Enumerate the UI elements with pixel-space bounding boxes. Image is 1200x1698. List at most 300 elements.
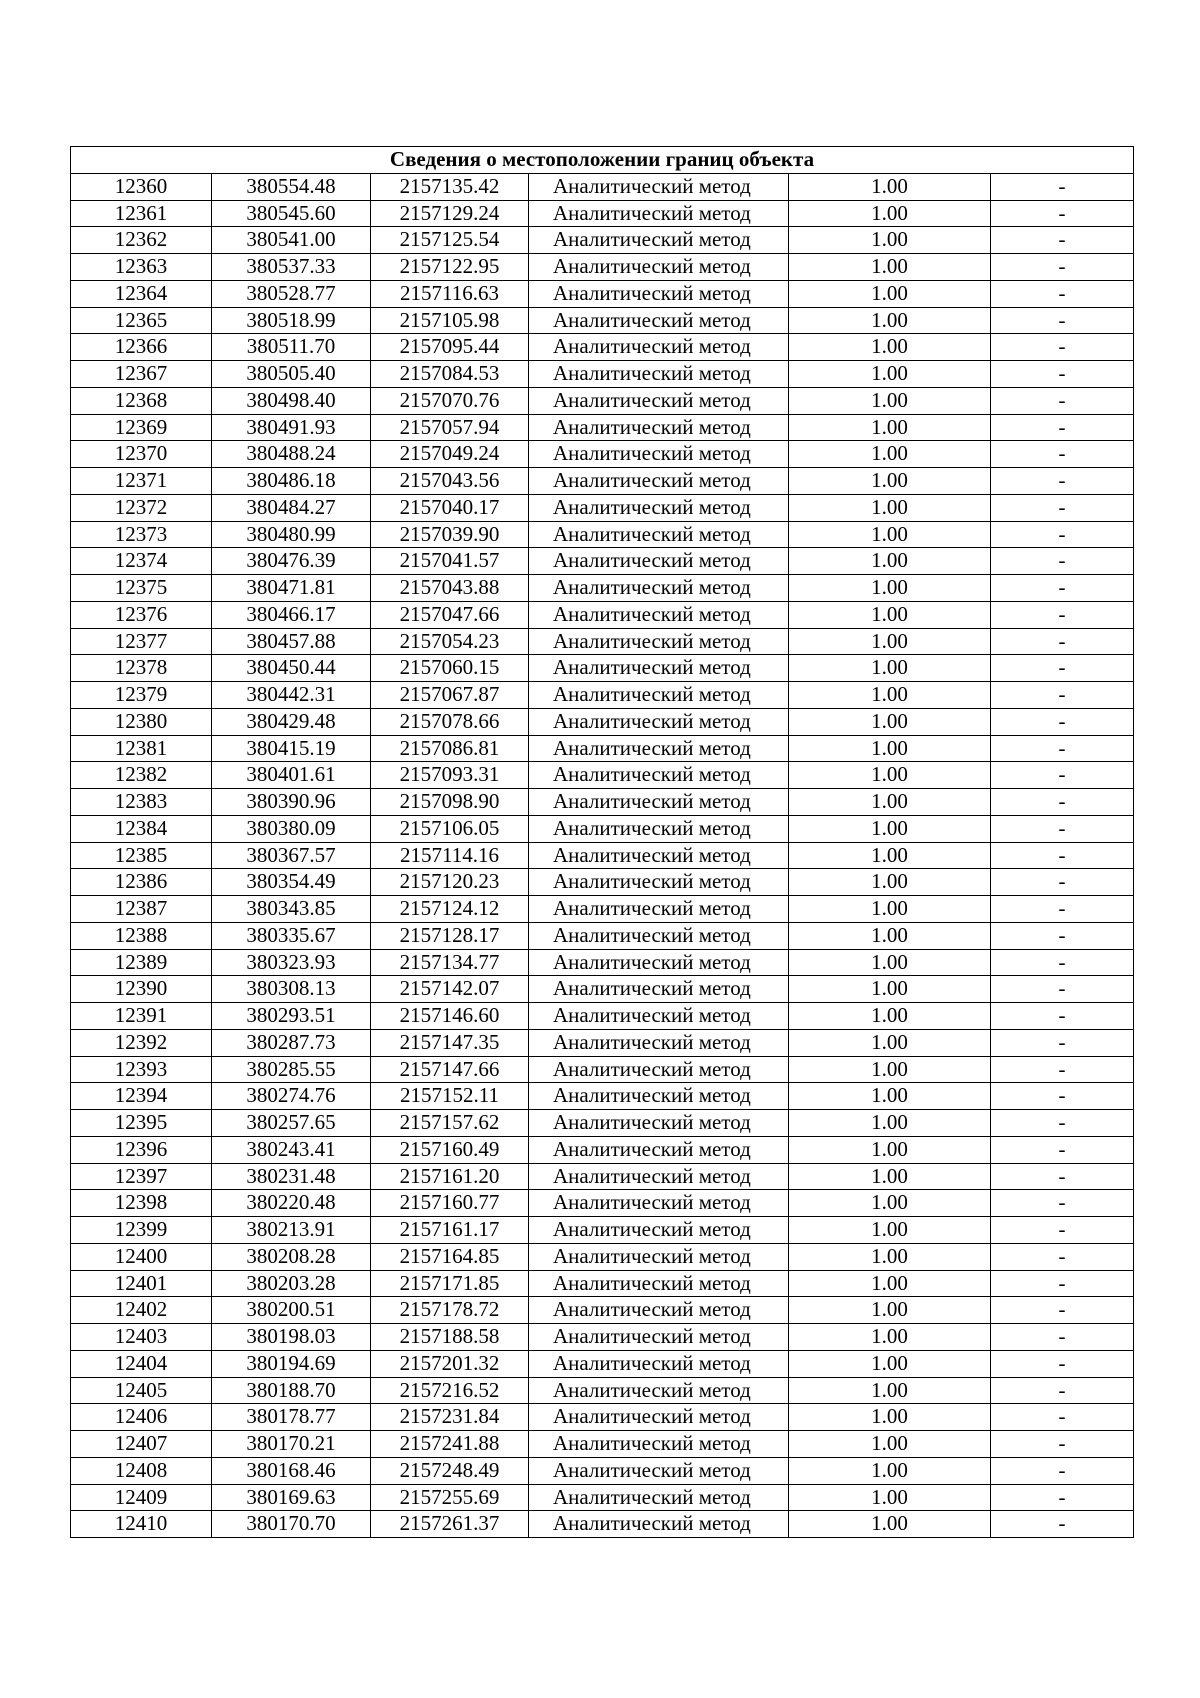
accuracy-cell: 1.00 (789, 334, 991, 361)
x-coordinate-cell: 380200.51 (212, 1297, 371, 1324)
point-number-cell: 12360 (71, 173, 212, 200)
y-coordinate-cell: 2157241.88 (371, 1431, 529, 1458)
table-row (71, 548, 1134, 575)
table-row (71, 387, 1134, 414)
x-coordinate-cell: 380178.77 (212, 1404, 371, 1431)
point-number-cell: 12378 (71, 655, 212, 682)
boundary-coordinates-table (70, 146, 1134, 1538)
description-cell: - (991, 1163, 1134, 1190)
point-number-cell: 12380 (71, 708, 212, 735)
point-number-cell: 12406 (71, 1404, 212, 1431)
description-cell: - (991, 735, 1134, 762)
point-number-cell: 12394 (71, 1083, 212, 1110)
description-cell: - (991, 1190, 1134, 1217)
x-coordinate-cell: 380442.31 (212, 682, 371, 709)
table-row (71, 1217, 1134, 1244)
accuracy-cell: 1.00 (789, 548, 991, 575)
point-number-cell: 12387 (71, 896, 212, 923)
accuracy-cell: 1.00 (789, 976, 991, 1003)
method-cell: Аналитический метод (529, 1297, 789, 1324)
description-cell: - (991, 708, 1134, 735)
table-title-row (71, 147, 1134, 174)
point-number-cell: 12400 (71, 1243, 212, 1270)
accuracy-cell: 1.00 (789, 361, 991, 388)
x-coordinate-cell: 380203.28 (212, 1270, 371, 1297)
table-row (71, 441, 1134, 468)
x-coordinate-cell: 380380.09 (212, 815, 371, 842)
table-row (71, 869, 1134, 896)
x-coordinate-cell: 380257.65 (212, 1110, 371, 1137)
table-title: Сведения о местоположении границ объекта (71, 147, 1134, 174)
accuracy-cell: 1.00 (789, 869, 991, 896)
table-row (71, 1243, 1134, 1270)
description-cell: - (991, 1297, 1134, 1324)
point-number-cell: 12393 (71, 1056, 212, 1083)
method-cell: Аналитический метод (529, 1190, 789, 1217)
y-coordinate-cell: 2157134.77 (371, 949, 529, 976)
description-cell: - (991, 227, 1134, 254)
y-coordinate-cell: 2157171.85 (371, 1270, 529, 1297)
y-coordinate-cell: 2157093.31 (371, 762, 529, 789)
accuracy-cell: 1.00 (789, 1243, 991, 1270)
table-row (71, 922, 1134, 949)
y-coordinate-cell: 2157084.53 (371, 361, 529, 388)
table-row (71, 1297, 1134, 1324)
method-cell: Аналитический метод (529, 1350, 789, 1377)
accuracy-cell: 1.00 (789, 735, 991, 762)
accuracy-cell: 1.00 (789, 1163, 991, 1190)
description-cell: - (991, 334, 1134, 361)
method-cell: Аналитический метод (529, 1484, 789, 1511)
description-cell: - (991, 1511, 1134, 1538)
method-cell: Аналитический метод (529, 441, 789, 468)
table-row (71, 361, 1134, 388)
y-coordinate-cell: 2157142.07 (371, 976, 529, 1003)
accuracy-cell: 1.00 (789, 307, 991, 334)
x-coordinate-cell: 380170.21 (212, 1431, 371, 1458)
y-coordinate-cell: 2157201.32 (371, 1350, 529, 1377)
method-cell: Аналитический метод (529, 307, 789, 334)
y-coordinate-cell: 2157105.98 (371, 307, 529, 334)
method-cell: Аналитический метод (529, 575, 789, 602)
x-coordinate-cell: 380541.00 (212, 227, 371, 254)
point-number-cell: 12361 (71, 200, 212, 227)
point-number-cell: 12367 (71, 361, 212, 388)
point-number-cell: 12397 (71, 1163, 212, 1190)
description-cell: - (991, 1457, 1134, 1484)
y-coordinate-cell: 2157216.52 (371, 1377, 529, 1404)
description-cell: - (991, 468, 1134, 495)
point-number-cell: 12408 (71, 1457, 212, 1484)
x-coordinate-cell: 380220.48 (212, 1190, 371, 1217)
accuracy-cell: 1.00 (789, 1217, 991, 1244)
accuracy-cell: 1.00 (789, 414, 991, 441)
accuracy-cell: 1.00 (789, 628, 991, 655)
description-cell: - (991, 548, 1134, 575)
x-coordinate-cell: 380308.13 (212, 976, 371, 1003)
point-number-cell: 12390 (71, 976, 212, 1003)
accuracy-cell: 1.00 (789, 575, 991, 602)
method-cell: Аналитический метод (529, 1056, 789, 1083)
table-row (71, 575, 1134, 602)
x-coordinate-cell: 380505.40 (212, 361, 371, 388)
y-coordinate-cell: 2157157.62 (371, 1110, 529, 1137)
method-cell: Аналитический метод (529, 815, 789, 842)
method-cell: Аналитический метод (529, 1163, 789, 1190)
method-cell: Аналитический метод (529, 361, 789, 388)
description-cell: - (991, 976, 1134, 1003)
description-cell: - (991, 1431, 1134, 1458)
y-coordinate-cell: 2157067.87 (371, 682, 529, 709)
y-coordinate-cell: 2157152.11 (371, 1083, 529, 1110)
table-row (71, 789, 1134, 816)
description-cell: - (991, 762, 1134, 789)
point-number-cell: 12370 (71, 441, 212, 468)
y-coordinate-cell: 2157043.56 (371, 468, 529, 495)
x-coordinate-cell: 380169.63 (212, 1484, 371, 1511)
x-coordinate-cell: 380390.96 (212, 789, 371, 816)
table-row (71, 1003, 1134, 1030)
table-row (71, 842, 1134, 869)
method-cell: Аналитический метод (529, 1511, 789, 1538)
description-cell: - (991, 682, 1134, 709)
x-coordinate-cell: 380198.03 (212, 1324, 371, 1351)
x-coordinate-cell: 380213.91 (212, 1217, 371, 1244)
point-number-cell: 12404 (71, 1350, 212, 1377)
table-row (71, 1029, 1134, 1056)
description-cell: - (991, 601, 1134, 628)
accuracy-cell: 1.00 (789, 842, 991, 869)
accuracy-cell: 1.00 (789, 1511, 991, 1538)
y-coordinate-cell: 2157147.66 (371, 1056, 529, 1083)
y-coordinate-cell: 2157043.88 (371, 575, 529, 602)
x-coordinate-cell: 380287.73 (212, 1029, 371, 1056)
y-coordinate-cell: 2157125.54 (371, 227, 529, 254)
x-coordinate-cell: 380367.57 (212, 842, 371, 869)
y-coordinate-cell: 2157128.17 (371, 922, 529, 949)
point-number-cell: 12371 (71, 468, 212, 495)
x-coordinate-cell: 380293.51 (212, 1003, 371, 1030)
y-coordinate-cell: 2157135.42 (371, 173, 529, 200)
accuracy-cell: 1.00 (789, 521, 991, 548)
method-cell: Аналитический метод (529, 601, 789, 628)
y-coordinate-cell: 2157116.63 (371, 280, 529, 307)
accuracy-cell: 1.00 (789, 441, 991, 468)
method-cell: Аналитический метод (529, 227, 789, 254)
y-coordinate-cell: 2157070.76 (371, 387, 529, 414)
x-coordinate-cell: 380537.33 (212, 254, 371, 281)
accuracy-cell: 1.00 (789, 601, 991, 628)
accuracy-cell: 1.00 (789, 1003, 991, 1030)
method-cell: Аналитический метод (529, 334, 789, 361)
accuracy-cell: 1.00 (789, 468, 991, 495)
description-cell: - (991, 361, 1134, 388)
x-coordinate-cell: 380243.41 (212, 1136, 371, 1163)
accuracy-cell: 1.00 (789, 1190, 991, 1217)
y-coordinate-cell: 2157057.94 (371, 414, 529, 441)
point-number-cell: 12365 (71, 307, 212, 334)
table-row (71, 521, 1134, 548)
table-row (71, 896, 1134, 923)
point-number-cell: 12399 (71, 1217, 212, 1244)
accuracy-cell: 1.00 (789, 280, 991, 307)
description-cell: - (991, 1029, 1134, 1056)
accuracy-cell: 1.00 (789, 1350, 991, 1377)
method-cell: Аналитический метод (529, 1003, 789, 1030)
method-cell: Аналитический метод (529, 842, 789, 869)
y-coordinate-cell: 2157098.90 (371, 789, 529, 816)
y-coordinate-cell: 2157161.17 (371, 1217, 529, 1244)
table-row (71, 762, 1134, 789)
accuracy-cell: 1.00 (789, 254, 991, 281)
description-cell: - (991, 1324, 1134, 1351)
description-cell: - (991, 1484, 1134, 1511)
method-cell: Аналитический метод (529, 869, 789, 896)
accuracy-cell: 1.00 (789, 1029, 991, 1056)
method-cell: Аналитический метод (529, 655, 789, 682)
table-row (71, 173, 1134, 200)
x-coordinate-cell: 380231.48 (212, 1163, 371, 1190)
description-cell: - (991, 387, 1134, 414)
method-cell: Аналитический метод (529, 548, 789, 575)
point-number-cell: 12402 (71, 1297, 212, 1324)
x-coordinate-cell: 380488.24 (212, 441, 371, 468)
accuracy-cell: 1.00 (789, 387, 991, 414)
point-number-cell: 12388 (71, 922, 212, 949)
point-number-cell: 12391 (71, 1003, 212, 1030)
method-cell: Аналитический метод (529, 949, 789, 976)
accuracy-cell: 1.00 (789, 815, 991, 842)
x-coordinate-cell: 380471.81 (212, 575, 371, 602)
method-cell: Аналитический метод (529, 896, 789, 923)
accuracy-cell: 1.00 (789, 1297, 991, 1324)
accuracy-cell: 1.00 (789, 682, 991, 709)
point-number-cell: 12374 (71, 548, 212, 575)
point-number-cell: 12407 (71, 1431, 212, 1458)
accuracy-cell: 1.00 (789, 1377, 991, 1404)
method-cell: Аналитический метод (529, 1270, 789, 1297)
method-cell: Аналитический метод (529, 1431, 789, 1458)
accuracy-cell: 1.00 (789, 789, 991, 816)
description-cell: - (991, 655, 1134, 682)
description-cell: - (991, 173, 1134, 200)
table-row (71, 1110, 1134, 1137)
x-coordinate-cell: 380518.99 (212, 307, 371, 334)
x-coordinate-cell: 380429.48 (212, 708, 371, 735)
point-number-cell: 12364 (71, 280, 212, 307)
x-coordinate-cell: 380335.67 (212, 922, 371, 949)
y-coordinate-cell: 2157161.20 (371, 1163, 529, 1190)
y-coordinate-cell: 2157120.23 (371, 869, 529, 896)
description-cell: - (991, 628, 1134, 655)
point-number-cell: 12381 (71, 735, 212, 762)
description-cell: - (991, 842, 1134, 869)
description-cell: - (991, 1350, 1134, 1377)
method-cell: Аналитический метод (529, 1243, 789, 1270)
method-cell: Аналитический метод (529, 628, 789, 655)
y-coordinate-cell: 2157129.24 (371, 200, 529, 227)
description-cell: - (991, 441, 1134, 468)
accuracy-cell: 1.00 (789, 1056, 991, 1083)
method-cell: Аналитический метод (529, 521, 789, 548)
point-number-cell: 12379 (71, 682, 212, 709)
point-number-cell: 12398 (71, 1190, 212, 1217)
description-cell: - (991, 521, 1134, 548)
table-row (71, 494, 1134, 521)
method-cell: Аналитический метод (529, 735, 789, 762)
x-coordinate-cell: 380415.19 (212, 735, 371, 762)
y-coordinate-cell: 2157248.49 (371, 1457, 529, 1484)
accuracy-cell: 1.00 (789, 200, 991, 227)
y-coordinate-cell: 2157160.49 (371, 1136, 529, 1163)
method-cell: Аналитический метод (529, 387, 789, 414)
table-row (71, 307, 1134, 334)
table-row (71, 1350, 1134, 1377)
table-row (71, 655, 1134, 682)
x-coordinate-cell: 380194.69 (212, 1350, 371, 1377)
method-cell: Аналитический метод (529, 1377, 789, 1404)
description-cell: - (991, 200, 1134, 227)
y-coordinate-cell: 2157106.05 (371, 815, 529, 842)
description-cell: - (991, 1110, 1134, 1137)
y-coordinate-cell: 2157040.17 (371, 494, 529, 521)
x-coordinate-cell: 380511.70 (212, 334, 371, 361)
accuracy-cell: 1.00 (789, 173, 991, 200)
table-row (71, 949, 1134, 976)
method-cell: Аналитический метод (529, 1217, 789, 1244)
accuracy-cell: 1.00 (789, 896, 991, 923)
method-cell: Аналитический метод (529, 922, 789, 949)
description-cell: - (991, 1377, 1134, 1404)
table-row (71, 1136, 1134, 1163)
point-number-cell: 12373 (71, 521, 212, 548)
y-coordinate-cell: 2157078.66 (371, 708, 529, 735)
point-number-cell: 12409 (71, 1484, 212, 1511)
point-number-cell: 12377 (71, 628, 212, 655)
x-coordinate-cell: 380486.18 (212, 468, 371, 495)
description-cell: - (991, 280, 1134, 307)
description-cell: - (991, 1270, 1134, 1297)
y-coordinate-cell: 2157041.57 (371, 548, 529, 575)
y-coordinate-cell: 2157178.72 (371, 1297, 529, 1324)
method-cell: Аналитический метод (529, 280, 789, 307)
point-number-cell: 12395 (71, 1110, 212, 1137)
description-cell: - (991, 1404, 1134, 1431)
point-number-cell: 12376 (71, 601, 212, 628)
point-number-cell: 12363 (71, 254, 212, 281)
table-row (71, 628, 1134, 655)
description-cell: - (991, 1217, 1134, 1244)
method-cell: Аналитический метод (529, 200, 789, 227)
point-number-cell: 12401 (71, 1270, 212, 1297)
method-cell: Аналитический метод (529, 1110, 789, 1137)
accuracy-cell: 1.00 (789, 227, 991, 254)
y-coordinate-cell: 2157039.90 (371, 521, 529, 548)
method-cell: Аналитический метод (529, 708, 789, 735)
accuracy-cell: 1.00 (789, 949, 991, 976)
method-cell: Аналитический метод (529, 414, 789, 441)
table-row (71, 334, 1134, 361)
table-row (71, 414, 1134, 441)
x-coordinate-cell: 380274.76 (212, 1083, 371, 1110)
method-cell: Аналитический метод (529, 976, 789, 1003)
point-number-cell: 12405 (71, 1377, 212, 1404)
y-coordinate-cell: 2157114.16 (371, 842, 529, 869)
accuracy-cell: 1.00 (789, 1324, 991, 1351)
x-coordinate-cell: 380401.61 (212, 762, 371, 789)
table-row (71, 976, 1134, 1003)
description-cell: - (991, 1136, 1134, 1163)
description-cell: - (991, 1056, 1134, 1083)
description-cell: - (991, 1243, 1134, 1270)
accuracy-cell: 1.00 (789, 1431, 991, 1458)
y-coordinate-cell: 2157188.58 (371, 1324, 529, 1351)
method-cell: Аналитический метод (529, 468, 789, 495)
accuracy-cell: 1.00 (789, 1083, 991, 1110)
method-cell: Аналитический метод (529, 1136, 789, 1163)
table-row (71, 1190, 1134, 1217)
x-coordinate-cell: 380480.99 (212, 521, 371, 548)
table-row (71, 280, 1134, 307)
method-cell: Аналитический метод (529, 494, 789, 521)
accuracy-cell: 1.00 (789, 1270, 991, 1297)
description-cell: - (991, 254, 1134, 281)
table-row (71, 1377, 1134, 1404)
accuracy-cell: 1.00 (789, 762, 991, 789)
y-coordinate-cell: 2157054.23 (371, 628, 529, 655)
point-number-cell: 12382 (71, 762, 212, 789)
table-row (71, 815, 1134, 842)
description-cell: - (991, 815, 1134, 842)
method-cell: Аналитический метод (529, 173, 789, 200)
y-coordinate-cell: 2157095.44 (371, 334, 529, 361)
description-cell: - (991, 414, 1134, 441)
table-row (71, 1431, 1134, 1458)
method-cell: Аналитический метод (529, 1324, 789, 1351)
y-coordinate-cell: 2157147.35 (371, 1029, 529, 1056)
table-row (71, 254, 1134, 281)
point-number-cell: 12368 (71, 387, 212, 414)
description-cell: - (991, 307, 1134, 334)
y-coordinate-cell: 2157160.77 (371, 1190, 529, 1217)
description-cell: - (991, 1003, 1134, 1030)
x-coordinate-cell: 380450.44 (212, 655, 371, 682)
point-number-cell: 12383 (71, 789, 212, 816)
x-coordinate-cell: 380466.17 (212, 601, 371, 628)
method-cell: Аналитический метод (529, 1083, 789, 1110)
accuracy-cell: 1.00 (789, 708, 991, 735)
y-coordinate-cell: 2157086.81 (371, 735, 529, 762)
y-coordinate-cell: 2157231.84 (371, 1404, 529, 1431)
accuracy-cell: 1.00 (789, 494, 991, 521)
x-coordinate-cell: 380484.27 (212, 494, 371, 521)
point-number-cell: 12384 (71, 815, 212, 842)
description-cell: - (991, 789, 1134, 816)
description-cell: - (991, 494, 1134, 521)
x-coordinate-cell: 380457.88 (212, 628, 371, 655)
table-row (71, 735, 1134, 762)
description-cell: - (991, 1083, 1134, 1110)
point-number-cell: 12375 (71, 575, 212, 602)
x-coordinate-cell: 380208.28 (212, 1243, 371, 1270)
method-cell: Аналитический метод (529, 789, 789, 816)
method-cell: Аналитический метод (529, 762, 789, 789)
table-row (71, 1324, 1134, 1351)
point-number-cell: 12366 (71, 334, 212, 361)
point-number-cell: 12372 (71, 494, 212, 521)
x-coordinate-cell: 380170.70 (212, 1511, 371, 1538)
method-cell: Аналитический метод (529, 1457, 789, 1484)
